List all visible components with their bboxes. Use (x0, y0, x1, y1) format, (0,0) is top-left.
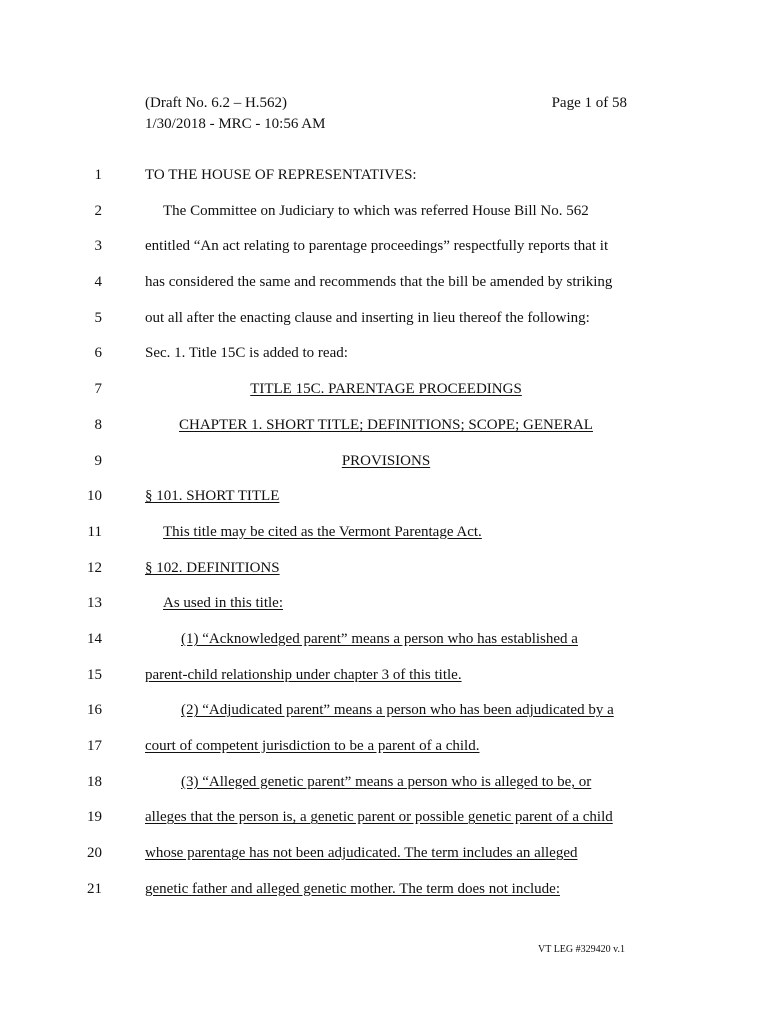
chapter-heading: CHAPTER 1. SHORT TITLE; DEFINITIONS; SCOPE; GENERAL (179, 416, 593, 433)
document-body (0, 166, 770, 915)
line-number: 7 (94, 381, 102, 398)
line-text: The Committee on Judiciary to which was referred House Bill No. 562 (163, 202, 589, 219)
document-line (0, 344, 770, 380)
line-number: 20 (87, 845, 102, 862)
document-line (0, 237, 770, 273)
document-line (0, 166, 770, 202)
document-line (0, 701, 770, 737)
line-number: 21 (87, 880, 102, 897)
line-number: 11 (87, 523, 102, 540)
line-text: has considered the same and recommends that the bill be amended by striking (145, 274, 613, 291)
line-number: 9 (94, 452, 102, 469)
line-number: 10 (87, 488, 102, 505)
document-line (0, 594, 770, 630)
line-text (145, 380, 627, 398)
document-line (0, 380, 770, 416)
line-text: parent-child relationship under chapter 3 of this title. (145, 666, 462, 683)
document-line (0, 452, 770, 488)
document-line (0, 666, 770, 702)
document-line (0, 880, 770, 916)
line-number: 5 (94, 309, 102, 326)
line-number: 6 (94, 345, 102, 362)
line-text: TO THE HOUSE OF REPRESENTATIVES: (145, 167, 417, 183)
line-number: 17 (87, 738, 102, 754)
line-number: 4 (94, 274, 102, 291)
line-number: 15 (87, 666, 102, 683)
document-line (0, 559, 770, 595)
line-text (145, 416, 627, 434)
line-number: 14 (87, 630, 102, 647)
line-number: 16 (87, 702, 102, 719)
line-text: whose parentage has not been adjudicated. The term includes an alleged (145, 845, 578, 862)
line-text: Sec. 1. Title 15C is added to read: (145, 345, 348, 362)
line-text: As used in this title: (163, 595, 283, 612)
line-number: 12 (87, 559, 102, 576)
document-footer: VT LEG #329420 v.1 (538, 944, 625, 955)
page-number: Page 1 of 58 (551, 95, 627, 111)
document-line (0, 523, 770, 559)
header-row (145, 93, 627, 114)
line-text (145, 452, 627, 470)
line-text: (1) “Acknowledged parent” means a person who has established a (181, 630, 578, 647)
line-number: 18 (87, 773, 102, 790)
document-line (0, 808, 770, 844)
line-number: 2 (94, 202, 102, 219)
title-heading: TITLE 15C. PARENTAGE PROCEEDINGS (250, 381, 522, 398)
document-line (0, 630, 770, 666)
line-text: entitled “An act relating to parentage proceedings” respectfully reports that it (145, 238, 609, 255)
document-line (0, 737, 770, 773)
document-line (0, 487, 770, 523)
line-text: This title may be cited as the Vermont Parentage Act. (163, 523, 482, 540)
line-text: alleges that the person is, a genetic parent or possible genetic parent of a child (145, 809, 613, 826)
line-text: (2) “Adjudicated parent” means a person who has been adjudicated by a (181, 702, 614, 719)
line-text: (3) “Alleged genetic parent” means a person who is alleged to be, or (181, 773, 592, 790)
line-number: 19 (87, 809, 102, 826)
line-number: 3 (94, 238, 102, 255)
line-text: court of competent jurisdiction to be a parent of a child. (145, 738, 480, 754)
document-line (0, 309, 770, 345)
line-text: § 101. SHORT TITLE (145, 488, 280, 505)
line-text: genetic father and alleged genetic mother. The term does not include: (145, 880, 560, 897)
document-line (0, 273, 770, 309)
line-number: 1 (94, 167, 102, 183)
document-line (0, 773, 770, 809)
document-header (145, 93, 627, 135)
document-line (0, 844, 770, 880)
line-number: 13 (87, 595, 102, 612)
chapter-heading-cont: PROVISIONS (341, 452, 431, 469)
document-line (0, 416, 770, 452)
document-line (0, 202, 770, 238)
line-text: out all after the enacting clause and inserting in lieu thereof the following: (145, 309, 590, 326)
line-number: 8 (94, 416, 102, 433)
draft-label: (Draft No. 6.2 – H.562) (145, 95, 288, 111)
line-text: § 102. DEFINITIONS (145, 559, 280, 576)
timestamp: 1/30/2018 - MRC - 10:56 AM (145, 116, 326, 132)
